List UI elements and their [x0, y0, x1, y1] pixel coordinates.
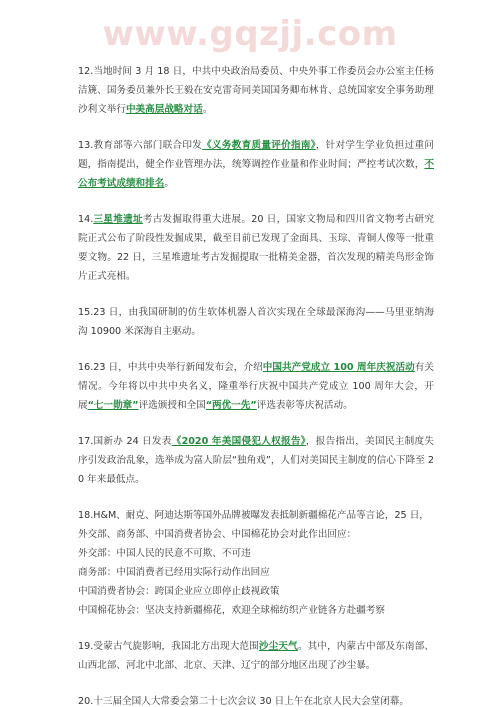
item-text: 国新办 24 日发表 — [93, 436, 172, 447]
item-number: 16.23 — [78, 362, 106, 373]
highlight-term: 《义务教育质量评价指南》 — [202, 140, 316, 151]
item-text: 评选表彰等庆祝活动。 — [256, 400, 353, 411]
highlight-term: 不公布考试成绩和排名 — [78, 159, 434, 189]
item-text: 日，由我国研制的仿生软体机器人首次实现在全球最深海沟——马里亚纳海沟 10900 米深海自主驱动。 — [78, 307, 434, 337]
item-text: 十三届全国人大常委会第二十七次会议 30 日上午在北京人民大会堂闭幕。 — [93, 696, 409, 707]
news-item-17 — [78, 432, 434, 489]
item-text: 。其中，内蒙古中部及东南部、山西北部、河北中北部、北京、天津、辽宁的部分地区出现了沙尘暴。 — [78, 641, 435, 671]
item-text-block — [78, 506, 434, 544]
item-text: 评选颁授和全国 — [138, 400, 206, 411]
item-text: 考古发掘取得重大进展。20 日，国家文物局和四川省文物考古研究院正式公布了阶段性发掘成果，截至目前已发现了金面具、玉琮、青铜人像等一批重要文物。22 日，三星堆遗址考古发掘提取一批精美金器，首次发现的精美鸟形金饰片正式亮相。 — [78, 214, 435, 282]
news-item-14 — [78, 210, 434, 286]
response-line: 外交部：中国人民的民意不可欺、不可违 — [78, 548, 251, 559]
item-number: 19. — [78, 641, 94, 652]
item-text: 日，中共中央举行新闻发布会，介绍 — [105, 362, 263, 373]
item-text: ，针对学生学业负担过重问题，指南提出，健全作业管理办法，统筹调控作业量和作业时间；严控考试次数， — [78, 140, 435, 170]
item-text: 教育部等六部门联合印发 — [93, 140, 203, 151]
item-number: 12. — [78, 66, 94, 77]
item-text: 。 — [202, 104, 213, 115]
highlight-term: 《2020 年美国侵犯人权报告》 — [171, 436, 306, 447]
watermark: www.gqzjj.com — [102, 14, 398, 54]
news-item-19 — [78, 637, 434, 675]
item-text: H&M、耐克、阿迪达斯等国外品牌被曝发表抵制新疆棉花产品等言论，25 日，外交部、商务部、中国消费者协会、中国棉花协会对此作出回应： — [78, 510, 429, 540]
item-number: 13. — [78, 140, 94, 151]
highlight-term: “两优一先” — [205, 400, 257, 411]
response-line: 中国消费者协会：跨国企业应立即停止歧视政策 — [78, 586, 280, 597]
item-number: 17. — [78, 436, 94, 447]
news-list — [78, 62, 434, 707]
response-line: 商务部：中国消费者已经用实际行动作出回应 — [78, 567, 270, 578]
item-text: 。 — [164, 178, 174, 189]
spacer — [78, 620, 434, 637]
item-text: 受蒙古气旋影响，我国北方出现大范围 — [93, 641, 259, 652]
item-text: 当地时间 3 月 18 日，中共中央政治局委员、中央外事工作委员会办公室主任杨洁篪、国务委员兼外长王毅在安克雷奇同美国国务卿布林肯、总统国家安全事务助理沙利文举行 — [78, 66, 434, 115]
news-item-13 — [78, 136, 434, 193]
highlight-term: 三星堆遗址 — [93, 214, 143, 225]
highlight-term: 中国共产党成立 100 周年庆祝活动 — [262, 362, 415, 373]
highlight-term: 中美高层战略对话 — [125, 104, 203, 115]
news-item-18 — [78, 506, 434, 620]
item-text: 有关情况。今年将以中共中央名义，隆重举行庆祝中国共产党成立 100 周年大会，开展 — [78, 362, 434, 411]
highlight-term: “七一勋章” — [87, 400, 139, 411]
item-number: 20. — [78, 696, 94, 707]
highlight-term: 沙尘天气 — [258, 641, 298, 652]
news-item-15 — [78, 303, 434, 341]
item-text: ，报告指出，美国民主制度失序引发政治乱象，选举成为富人阶层“独角戏”，人们对美国民主制度的信心下降至 20 年来最低点。 — [78, 436, 434, 485]
item-number: 14. — [78, 214, 94, 225]
news-item-20 — [78, 692, 434, 707]
item-number: 15.23 — [78, 307, 106, 318]
news-item-12 — [78, 62, 434, 119]
news-item-16 — [78, 358, 434, 415]
response-line: 中国棉花协会：坚决支持新疆棉花，欢迎全球棉纺织产业链各方赴疆考察 — [78, 605, 385, 616]
item-number: 18. — [78, 510, 94, 521]
